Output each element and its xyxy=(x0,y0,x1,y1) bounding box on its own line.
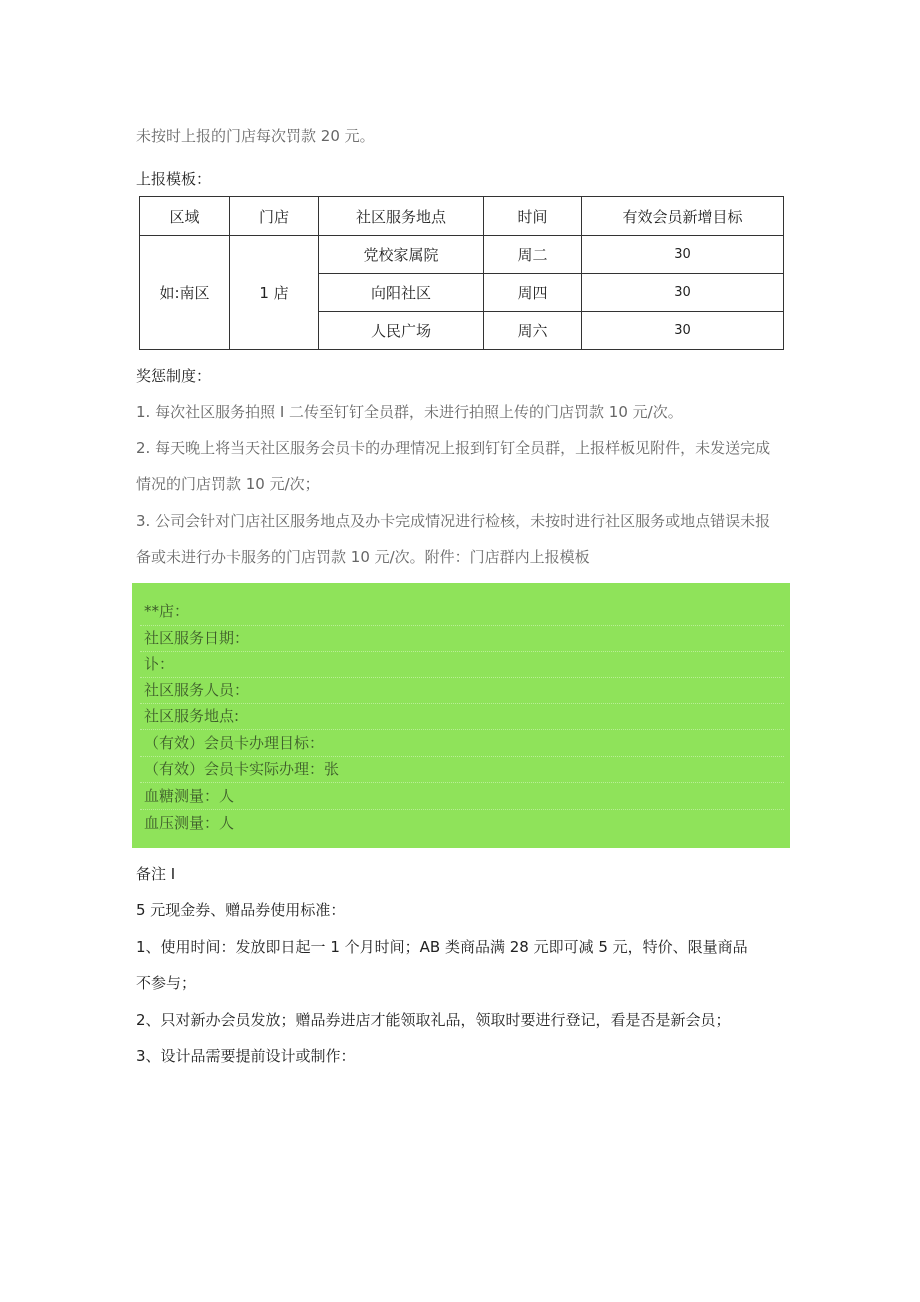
rewards-heading: 奖惩制度： xyxy=(136,367,212,385)
coupon-standard: 5 元现金券、赠品券使用标准： xyxy=(136,901,346,919)
report-sample-block xyxy=(132,583,790,848)
divider xyxy=(140,677,784,678)
header-time: 时间 xyxy=(484,197,582,236)
header-target: 有效会员新增目标 xyxy=(582,197,784,236)
divider xyxy=(140,756,784,757)
cell-time: 周二 xyxy=(484,236,582,274)
divider xyxy=(140,625,784,626)
cell-location: 人民广场 xyxy=(319,312,484,350)
intro-text: 未按时上报的门店每次罚款 20 元。 xyxy=(136,127,375,145)
rule-3-line-2: 备或未进行办卡服务的门店罚款 10 元/次。附件：门店群内上报模板 xyxy=(136,548,590,566)
divider xyxy=(140,782,784,783)
divider xyxy=(140,703,784,704)
rule-2-line-2: 情况的门店罚款 10 元/次； xyxy=(136,475,320,493)
sample-service-date: 社区服务日期： xyxy=(144,629,250,647)
rule-1: 1. 每次社区服务拍照 I 二传至钉钉全员群，未进行拍照上传的门店罚款 10 元/次。 xyxy=(136,403,683,421)
table-row xyxy=(140,236,784,274)
sample-card-target: （有效）会员卡办理目标： xyxy=(144,734,325,752)
header-store: 门店 xyxy=(230,197,319,236)
cell-region: 如:南区 xyxy=(140,236,230,350)
sample-blood-pressure: 血压测量：人 xyxy=(144,814,235,832)
sample-service-staff: 社区服务人员： xyxy=(144,681,250,699)
table-header-row xyxy=(140,197,784,236)
sample-service-location: 社区服务地点: xyxy=(144,707,240,725)
cell-target: 30 xyxy=(582,236,784,274)
note-1-line-2: 不参与； xyxy=(136,974,197,992)
divider xyxy=(140,651,784,652)
divider xyxy=(140,809,784,810)
report-template-table xyxy=(139,196,784,350)
cell-store: 1 店 xyxy=(230,236,319,350)
cell-time: 周四 xyxy=(484,274,582,312)
header-region: 区域 xyxy=(140,197,230,236)
note-3: 3、设计品需要提前设计或制作： xyxy=(136,1047,356,1065)
rule-3-line-1: 3. 公司会针对门店社区服务地点及办卡完成情况进行检核，未按时进行社区服务或地点错误未报 xyxy=(136,512,771,530)
divider xyxy=(140,729,784,730)
note-2: 2、只对新办会员发放；赠品券进店才能领取礼品，领取时要进行登记，看是否是新会员； xyxy=(136,1011,731,1029)
sample-card-actual: （有效）会员卡实际办理：张 xyxy=(144,760,340,778)
sample-obituary-line: 讣： xyxy=(144,655,175,673)
notes-heading: 备注 I xyxy=(136,865,176,883)
cell-location: 党校家属院 xyxy=(319,236,484,274)
sample-store: **店： xyxy=(144,602,190,620)
cell-time: 周六 xyxy=(484,312,582,350)
rule-2-line-1: 2. 每天晚上将当天社区服务会员卡的办理情况上报到钉钉全员群，上报样板见附件，未发送完成 xyxy=(136,439,771,457)
sample-blood-sugar: 血糖测量：人 xyxy=(144,787,235,805)
header-location: 社区服务地点 xyxy=(319,197,484,236)
cell-location: 向阳社区 xyxy=(319,274,484,312)
cell-target: 30 xyxy=(582,274,784,312)
template-heading: 上报模板： xyxy=(136,170,212,188)
note-1-line-1: 1、使用时间：发放即日起一 1 个月时间；AB 类商品满 28 元即可减 5 元，特价、限量商品 xyxy=(136,938,748,956)
cell-target: 30 xyxy=(582,312,784,350)
